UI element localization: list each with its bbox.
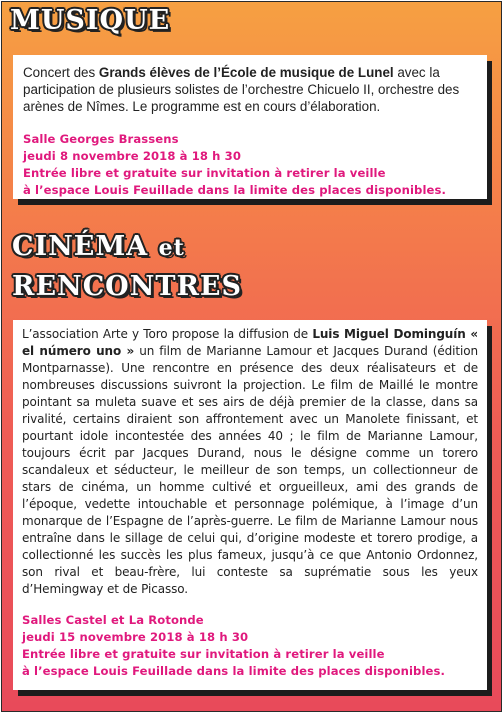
musique-event-info [23,131,477,199]
event-entry-line: à l’espace Louis Feuillade dans la limite des places disponibles. [23,183,446,197]
section-heading-musique: MUSIQUE [10,5,171,36]
cinema-card [13,320,487,690]
event-venue: Salle Georges Brassens [23,132,179,146]
cinema-event-info [22,612,478,680]
description-text: L’association Arte y Toro propose la diffusion de [22,327,313,341]
description-text: Concert des [23,65,99,80]
description-highlight: Grands élèves de l’École de musique de Lunel [98,65,394,80]
page-frame [1,1,502,712]
description-text: avec la participation de plusieurs solistes de l’orchestre Chicuelo II, orchestre des arènes de Nîmes. Le programme est en cours d’élaboration. [23,65,460,114]
musique-description [23,64,477,115]
section-heading-cinema [12,228,185,267]
event-date: jeudi 8 novembre 2018 à 18 h 30 [23,149,241,163]
heading-word: CINÉMA [12,231,149,262]
description-text: un film de Marianne Lamour et Jacques Durand (édition Montparnasse). Une rencontre en présence des deux réalisateurs et de nombreuses discussions suivront la projection. Le film de Maillé le montre pointant sa muleta suave et ses airs de déjà premier de la classe, dans sa rivalité, certains diraient son affrontement avec un Manolete finissant, et pourtant idole incontestée des années 40 ; le film de Marianne Lamour, toujours écrit par Jacques Durand, nous le désigne comme un torero scandaleux et séducteur, le meilleur de son temps, un collectionneur de stars de cinéma, un homme cultivé et orgueilleux, ami des grands de l’époque, vedette intouchable et personnage polémique, à l’image d’un monarque de l’Espagne de l’après-guerre. Le film de Marianne Lamour nous entraîne dans le sillage de celui qui, d’origine modeste et torero prodige, a collectionné les succès les plus fameux, jusqu’à ce que Antonio Ordonnez, son rival et beau-frère, lui conteste sa suprématie sous les yeux d’Hemingway et de Picasso. [22,344,478,596]
musique-card [13,55,487,199]
event-date: jeudi 15 novembre 2018 à 18 h 30 [22,630,249,644]
event-venue: Salles Castel et La Rotonde [22,613,204,627]
cinema-description [22,326,478,598]
heading-word: et [158,235,185,261]
event-entry-line: Entrée libre et gratuite sur invitation à retirer la veille [22,647,385,661]
description-highlight: Luis Miguel Dominguín « el número uno » [22,327,478,358]
section-heading-rencontres: RENCONTRES [12,271,242,302]
event-entry-line: à l’espace Louis Feuillade dans la limite des places disponibles. [22,664,445,678]
event-entry-line: Entrée libre et gratuite sur invitation à retirer la veille [23,166,386,180]
